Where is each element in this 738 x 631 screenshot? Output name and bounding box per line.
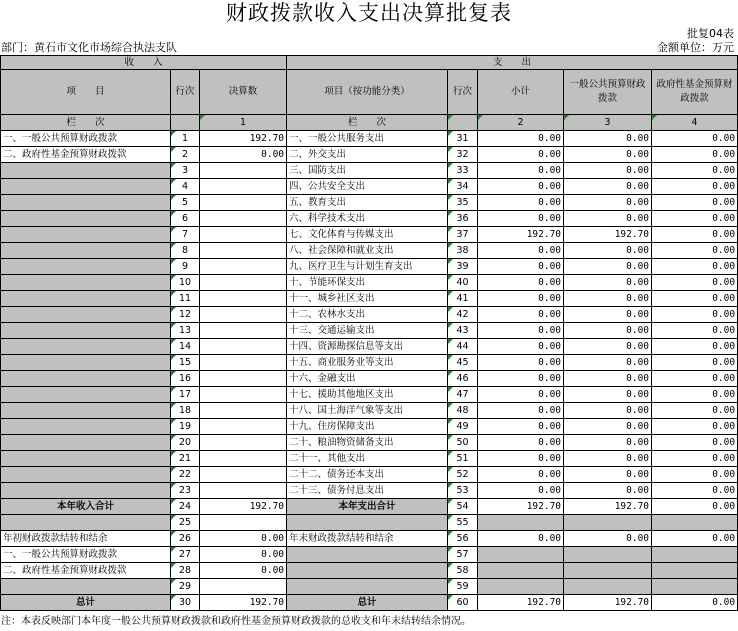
expense-row-no: 47: [448, 387, 478, 403]
footnote: 注：本表反映部门本年度一般公共预算财政拨款和政府性基金预算财政拨款的总收支和年末结转结余情况。: [1, 616, 471, 627]
table-row: [1, 515, 738, 531]
income-item-label: 二、政府性基金预算财政拨款: [1, 147, 171, 163]
expense-row-no: 35: [448, 195, 478, 211]
table-row: [1, 291, 738, 307]
item-header: 项 目: [1, 70, 171, 115]
expense-item-label: 一、一般公共服务支出: [287, 131, 448, 147]
expense-item-label: 二、外交支出: [287, 147, 448, 163]
table-row: [1, 563, 738, 579]
income-item-label: 一、一般公共预算财政拨款: [1, 131, 171, 147]
appropriation-table: [0, 55, 738, 611]
income-row-no: 13: [171, 323, 200, 339]
expense-row-no: 51: [448, 451, 478, 467]
expense-subtotal: 0.00: [478, 131, 564, 147]
expense-row-no: 44: [448, 339, 478, 355]
carry-in-no: 26: [171, 531, 200, 547]
income-value: [200, 211, 287, 227]
income-item-label: [1, 211, 171, 227]
income-row-no: 12: [171, 307, 200, 323]
carry-out-subtotal: 0.00: [478, 531, 564, 547]
expense-general: 0.00: [564, 483, 652, 499]
unit-label: 金额单位：万元: [657, 41, 734, 54]
expense-general: 0.00: [564, 323, 652, 339]
total-expense-label: 本年支出合计: [287, 499, 448, 515]
expense-item-label: 三、国防支出: [287, 163, 448, 179]
expense-subtotal: 0.00: [478, 307, 564, 323]
grand-expense-no: 60: [448, 595, 478, 611]
income-value: 192.70: [200, 131, 287, 147]
income-value: [200, 483, 287, 499]
income-value: 0.00: [200, 147, 287, 163]
expense-general: 0.00: [564, 387, 652, 403]
carry-out-label: 年末财政拨款结转和结余: [287, 531, 448, 547]
expense-item-label: 十七、援助其他地区支出: [287, 387, 448, 403]
expense-fund: 0.00: [652, 147, 738, 163]
carry-row: [1, 531, 738, 547]
carry-in-fund-label: 二、政府性基金预算财政拨款: [1, 563, 171, 579]
expense-general: 0.00: [564, 339, 652, 355]
expense-subtotal: 0.00: [478, 291, 564, 307]
income-row-no: 7: [171, 227, 200, 243]
table-row: [1, 131, 738, 147]
income-row-no: 14: [171, 339, 200, 355]
expense-item-label: 十六、金融支出: [287, 371, 448, 387]
expense-fund: 0.00: [652, 259, 738, 275]
expense-fund: 0.00: [652, 451, 738, 467]
expense-subtotal: 0.00: [478, 275, 564, 291]
expense-row-no: 36: [448, 211, 478, 227]
expense-row-no: 38: [448, 243, 478, 259]
expense-subtotal: 0.00: [478, 211, 564, 227]
expense-row-no: 43: [448, 323, 478, 339]
expense-item-label: 九、医疗卫生与计划生育支出: [287, 259, 448, 275]
expense-subtotal: 0.00: [478, 387, 564, 403]
carry-in-general-value: 0.00: [200, 547, 287, 563]
total-expense-general: 192.70: [564, 499, 652, 515]
income-item-label: [1, 467, 171, 483]
expense-subtotal: 0.00: [478, 323, 564, 339]
expense-general: 0.00: [564, 291, 652, 307]
expense-fund: 0.00: [652, 179, 738, 195]
expense-fund: 0.00: [652, 131, 738, 147]
expense-fund: 0.00: [652, 275, 738, 291]
table-row: [1, 547, 738, 563]
carry-out-general: 0.00: [564, 531, 652, 547]
expense-general: 0.00: [564, 307, 652, 323]
income-row-no: 15: [171, 355, 200, 371]
table-row: [1, 227, 738, 243]
index-col3: 3: [564, 115, 652, 131]
income-row-no: 9: [171, 259, 200, 275]
index-col2: 2: [478, 115, 564, 131]
expense-row-no: 50: [448, 435, 478, 451]
expense-fund: 0.00: [652, 371, 738, 387]
expense-item-label: 七、文化体育与传媒支出: [287, 227, 448, 243]
expense-fund: 0.00: [652, 403, 738, 419]
table-row: [1, 195, 738, 211]
expense-subtotal: 0.00: [478, 467, 564, 483]
grand-income-label: 总计: [1, 595, 171, 611]
income-row-no: 2: [171, 147, 200, 163]
expense-subtotal: 0.00: [478, 371, 564, 387]
subtotal-header: 小计: [478, 70, 564, 115]
expense-subtotal: 0.00: [478, 435, 564, 451]
income-item-label: [1, 371, 171, 387]
grand-total-row: [1, 595, 738, 611]
expense-general: 0.00: [564, 131, 652, 147]
row-29-no: 29: [171, 579, 200, 595]
income-value: [200, 355, 287, 371]
expense-fund: 0.00: [652, 243, 738, 259]
expense-general: 0.00: [564, 163, 652, 179]
expense-row-no: 32: [448, 147, 478, 163]
expense-subtotal: 0.00: [478, 419, 564, 435]
income-value: [200, 435, 287, 451]
expense-subtotal: 0.00: [478, 483, 564, 499]
expense-fund: 0.00: [652, 355, 738, 371]
table-row: [1, 451, 738, 467]
expense-item-label: 十四、资源勘探信息等支出: [287, 339, 448, 355]
income-item-label: [1, 291, 171, 307]
expense-general: 0.00: [564, 147, 652, 163]
expense-general: 0.00: [564, 243, 652, 259]
expense-item-label: 四、公共安全支出: [287, 179, 448, 195]
expense-general: 0.00: [564, 275, 652, 291]
index-label: 栏 次: [1, 115, 171, 131]
income-item-label: [1, 339, 171, 355]
section-header-row: [1, 56, 738, 70]
total-income-no: 24: [171, 499, 200, 515]
expense-subtotal: 0.00: [478, 259, 564, 275]
income-item-label: [1, 419, 171, 435]
expense-fund: 0.00: [652, 163, 738, 179]
income-item-label: [1, 483, 171, 499]
expense-item-label: 五、教育支出: [287, 195, 448, 211]
carry-in-label: 年初财政拨款结转和结余: [1, 531, 171, 547]
final-amount-header: 决算数: [200, 70, 287, 115]
expense-row-no: 52: [448, 467, 478, 483]
expense-section-header: 支 出: [287, 56, 738, 70]
expense-row-no: 42: [448, 307, 478, 323]
income-value: [200, 339, 287, 355]
income-item-label: [1, 323, 171, 339]
page-title: 财政拨款收入支出决算批复表: [226, 1, 512, 25]
row-58-no: 58: [448, 563, 478, 579]
grand-income-no: 30: [171, 595, 200, 611]
expense-item-label: 八、社会保障和就业支出: [287, 243, 448, 259]
total-expense-no: 54: [448, 499, 478, 515]
expense-fund: 0.00: [652, 307, 738, 323]
row-57-no: 57: [448, 547, 478, 563]
expense-subtotal: 0.00: [478, 179, 564, 195]
expense-subtotal: 0.00: [478, 243, 564, 259]
table-row: [1, 243, 738, 259]
expense-item-label: 二十一、其他支出: [287, 451, 448, 467]
expense-subtotal: 0.00: [478, 163, 564, 179]
income-value: [200, 467, 287, 483]
carry-out-fund: 0.00: [652, 531, 738, 547]
expense-fund: 0.00: [652, 291, 738, 307]
expense-row-no: 49: [448, 419, 478, 435]
expense-item-label: 二十三、债务付息支出: [287, 483, 448, 499]
total-expense-subtotal: 192.70: [478, 499, 564, 515]
index-label2: 栏 次: [287, 115, 448, 131]
income-row-no: 1: [171, 131, 200, 147]
expense-row-no: 53: [448, 483, 478, 499]
expense-general: 0.00: [564, 435, 652, 451]
expense-general: 0.00: [564, 211, 652, 227]
total-income-label: 本年收入合计: [1, 499, 171, 515]
income-row-no: 11: [171, 291, 200, 307]
income-row-no: 18: [171, 403, 200, 419]
expense-fund: 0.00: [652, 467, 738, 483]
expense-fund: 0.00: [652, 227, 738, 243]
expense-item-label: 十一、城乡社区支出: [287, 291, 448, 307]
income-row-no: 4: [171, 179, 200, 195]
total-income-value: 192.70: [200, 499, 287, 515]
table-row: [1, 387, 738, 403]
table-row: [1, 579, 738, 595]
expense-subtotal: 0.00: [478, 195, 564, 211]
income-item-label: [1, 451, 171, 467]
carry-in-fund-no: 28: [171, 563, 200, 579]
income-item-label: [1, 387, 171, 403]
total-expense-fund: 0.00: [652, 499, 738, 515]
income-value: [200, 163, 287, 179]
income-row-no: 10: [171, 275, 200, 291]
table-row: [1, 307, 738, 323]
expense-subtotal: 192.70: [478, 227, 564, 243]
table-row: [1, 259, 738, 275]
total-row: [1, 499, 738, 515]
table-row: [1, 339, 738, 355]
expense-subtotal: 0.00: [478, 451, 564, 467]
carry-out-no: 56: [448, 531, 478, 547]
expense-subtotal: 0.00: [478, 147, 564, 163]
row-55-no: 55: [448, 515, 478, 531]
income-value: [200, 291, 287, 307]
expense-general: 0.00: [564, 179, 652, 195]
table-row: [1, 371, 738, 387]
income-row-no: 20: [171, 435, 200, 451]
carry-in-general-no: 27: [171, 547, 200, 563]
expense-fund: 0.00: [652, 211, 738, 227]
expense-item-label: 十三、交通运输支出: [287, 323, 448, 339]
row-59-no: 59: [448, 579, 478, 595]
gov-fund-header: 政府性基金预算财政拨款: [652, 70, 738, 115]
expense-subtotal: 0.00: [478, 403, 564, 419]
table-row: [1, 323, 738, 339]
income-value: [200, 227, 287, 243]
expense-general: 0.00: [564, 355, 652, 371]
expense-row-no: 40: [448, 275, 478, 291]
expense-general: 0.00: [564, 259, 652, 275]
item-by-function-header: 项目（按功能分类）: [287, 70, 448, 115]
expense-general: 0.00: [564, 419, 652, 435]
table-row: [1, 403, 738, 419]
carry-in-fund-value: 0.00: [200, 563, 287, 579]
carry-in-value: 0.00: [200, 531, 287, 547]
expense-row-no: 46: [448, 371, 478, 387]
income-value: [200, 371, 287, 387]
income-item-label: [1, 307, 171, 323]
carry-in-general-label: 一、一般公共预算财政拨款: [1, 547, 171, 563]
expense-row-no: 31: [448, 131, 478, 147]
column-header-row: [1, 70, 738, 115]
table-code: 批复04表: [687, 27, 734, 40]
expense-general: 0.00: [564, 467, 652, 483]
expense-fund: 0.00: [652, 339, 738, 355]
row-no2-header: 行次: [448, 70, 478, 115]
income-row-no: 21: [171, 451, 200, 467]
income-value: [200, 275, 287, 291]
grand-income-value: 192.70: [200, 595, 287, 611]
income-value: [200, 403, 287, 419]
expense-fund: 0.00: [652, 387, 738, 403]
expense-subtotal: 0.00: [478, 339, 564, 355]
table-row: [1, 163, 738, 179]
income-item-label: [1, 195, 171, 211]
expense-item-label: 十八、国土海洋气象等支出: [287, 403, 448, 419]
expense-general: 0.00: [564, 403, 652, 419]
income-row-no: 17: [171, 387, 200, 403]
income-row-no: 3: [171, 163, 200, 179]
income-value: [200, 243, 287, 259]
expense-item-label: 十、节能环保支出: [287, 275, 448, 291]
grand-expense-general: 192.70: [564, 595, 652, 611]
expense-fund: 0.00: [652, 419, 738, 435]
income-item-label: [1, 403, 171, 419]
income-item-label: [1, 435, 171, 451]
row-no-header: 行次: [171, 70, 200, 115]
grand-expense-fund: 0.00: [652, 595, 738, 611]
table-row: [1, 275, 738, 291]
index-row: [1, 115, 738, 131]
income-value: [200, 451, 287, 467]
income-item-label: [1, 275, 171, 291]
table-row: [1, 147, 738, 163]
index-col1: 1: [200, 115, 287, 131]
income-section-header: 收 入: [1, 56, 287, 70]
income-row-no: 6: [171, 211, 200, 227]
table-row: [1, 355, 738, 371]
expense-item-label: 十二、农林水支出: [287, 307, 448, 323]
income-row-no: 5: [171, 195, 200, 211]
table-row: [1, 211, 738, 227]
table-row: [1, 483, 738, 499]
income-item-label: [1, 227, 171, 243]
income-value: [200, 307, 287, 323]
expense-item-label: 二十、粮油物资储备支出: [287, 435, 448, 451]
income-item-label: [1, 243, 171, 259]
expense-row-no: 33: [448, 163, 478, 179]
expense-general: 0.00: [564, 451, 652, 467]
index-col4: 4: [652, 115, 738, 131]
expense-general: 0.00: [564, 371, 652, 387]
income-item-label: [1, 179, 171, 195]
expense-row-no: 37: [448, 227, 478, 243]
expense-row-no: 48: [448, 403, 478, 419]
expense-fund: 0.00: [652, 435, 738, 451]
expense-row-no: 39: [448, 259, 478, 275]
income-row-no: 23: [171, 483, 200, 499]
expense-item-label: 十九、住房保障支出: [287, 419, 448, 435]
income-row-no: 19: [171, 419, 200, 435]
expense-general: 0.00: [564, 195, 652, 211]
expense-fund: 0.00: [652, 323, 738, 339]
income-value: [200, 259, 287, 275]
expense-fund: 0.00: [652, 483, 738, 499]
grand-expense-subtotal: 192.70: [478, 595, 564, 611]
income-row-no: 8: [171, 243, 200, 259]
income-item-label: [1, 259, 171, 275]
general-budget-header: 一般公共预算财政拨款: [564, 70, 652, 115]
expense-fund: 0.00: [652, 195, 738, 211]
department-label: 部门：黄石市文化市场综合执法支队: [1, 41, 177, 54]
table-row: [1, 179, 738, 195]
expense-item-label: 二十二、债务还本支出: [287, 467, 448, 483]
table-row: [1, 435, 738, 451]
row-25-no: 25: [171, 515, 200, 531]
expense-row-no: 41: [448, 291, 478, 307]
income-value: [200, 419, 287, 435]
income-value: [200, 387, 287, 403]
expense-subtotal: 0.00: [478, 355, 564, 371]
income-value: [200, 179, 287, 195]
income-item-label: [1, 163, 171, 179]
grand-expense-label: 总计: [287, 595, 448, 611]
income-value: [200, 323, 287, 339]
expense-row-no: 34: [448, 179, 478, 195]
table-row: [1, 467, 738, 483]
expense-item-label: 六、科学技术支出: [287, 211, 448, 227]
expense-general: 192.70: [564, 227, 652, 243]
income-row-no: 16: [171, 371, 200, 387]
expense-item-label: 十五、商业服务业等支出: [287, 355, 448, 371]
expense-row-no: 45: [448, 355, 478, 371]
table-row: [1, 419, 738, 435]
income-row-no: 22: [171, 467, 200, 483]
income-value: [200, 195, 287, 211]
income-item-label: [1, 355, 171, 371]
